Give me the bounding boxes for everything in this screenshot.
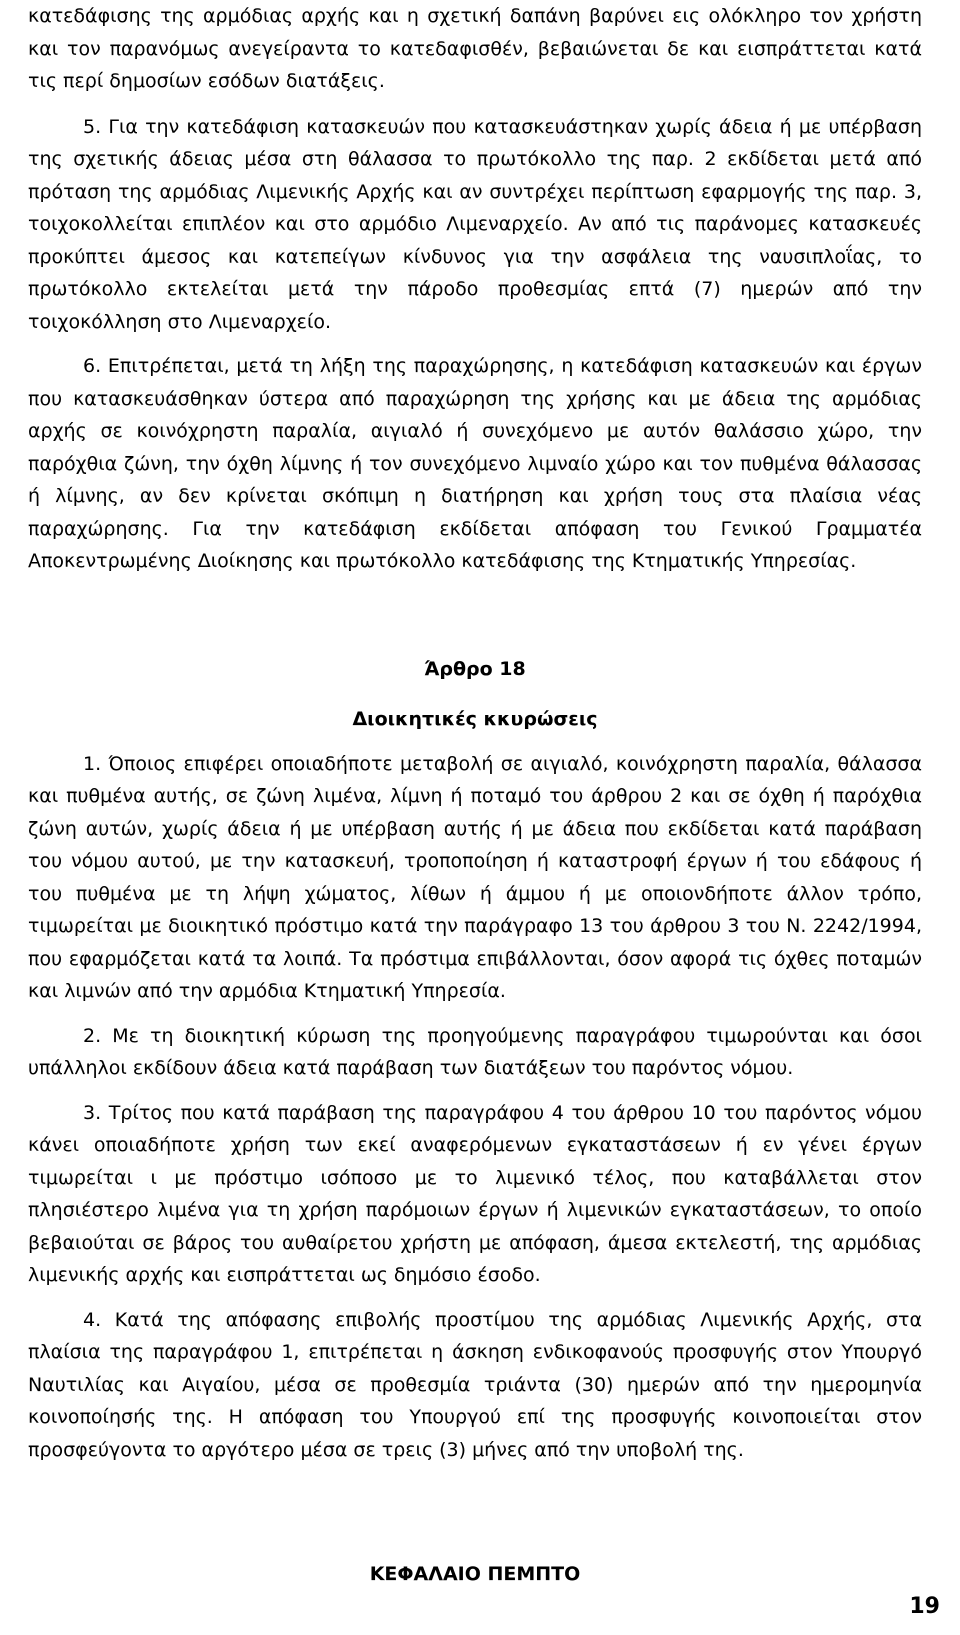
- article-paragraph-3: 3. Τρίτος που κατά παράβαση της παραγράφου 4 του άρθρου 10 του παρόντος νόμου κάνει οποιαδήποτε χρήση των εκεί αναφερόμενων εγκαταστάσεων ή εν γένει έργων τιμωρείται ι με πρόστιμο ισόποσο με το λιμενικό τέλος, που καταβάλλεται στον πλησιέστερο λιμένα για τη χρήση παρόμοιων έργων ή λιμενικών εγκαταστάσεων, το οποίο βεβαιούται σε βάρος του αυθαίρετου χρήστη με απόφαση, άμεσα εκτελεστή, της αρμόδιας λιμενικής αρχής και εισπράττεται ως δημόσιο έσοδο.: [28, 1101, 922, 1286]
- paragraph-continuation: κατεδάφισης της αρμόδιας αρχής και η σχετική δαπάνη βαρύνει εις ολόκληρο τον χρήστη και τον παρανόμως ανεγείραντα το κατεδαφισθέν, βεβαιώνεται δε και εισπράττεται κατά τις περί δημοσίων εσόδων διατάξεις.: [28, 5, 922, 92]
- article-title: Άρθρο 18: [424, 657, 526, 680]
- article-subtitle: Διοικητικές κκυρώσεις: [352, 707, 598, 730]
- paragraph-5: 5. Για την κατεδάφιση κατασκευών που κατασκευάστηκαν χωρίς άδεια ή με υπέρβαση της σχετικής άδειας μέσα στη θάλασσα το πρωτόκολλο της παρ. 2 εκδίδεται μετά από πρόταση της αρμόδιας Λιμενικής Αρχής και αν συντρέχει περίπτωση εφαρμογής της παρ. 3, τοιχοκολλείται επιπλέον και στο αρμόδιο Λιμεναρχείο. Αν από τις παράνομες κατασκευές προκύπτει άμεσος και κατεπείγων κίνδυνος για την ασφάλεια της ναυσιπλοΐας, το πρωτόκολλο εκτελείται μετά την πάροδο προθεσμίας επτά (7) ημερών από την τοιχοκόλληση στο Λιμεναρχείο.: [28, 115, 922, 333]
- chapter-title: ΚΕΦΑΛΑΙΟ ΠΕΜΠΤΟ: [369, 1563, 581, 1585]
- page-number: 19: [909, 1594, 940, 1619]
- article-paragraph-4: 4. Κατά της απόφασης επιβολής προστίμου της αρμόδιας Λιμενικής Αρχής, στα πλαίσια της παραγράφου 1, επιτρέπεται η άσκηση ενδικοφανούς προσφυγής στον Υπουργό Ναυτιλίας και Αιγαίου, μέσα σε προθεσμία τριάντα (30) ημερών από την ημερομηνία κοινοποίησής της. Η απόφαση του Υπουργού επί της προσφυγής κοινοποιείται στον προσφεύγοντα το αργότερο μέσα σε τρεις (3) μήνες από την υποβολή της.: [28, 1308, 922, 1461]
- document-page: [28, 0, 922, 1590]
- article-paragraph-2: 2. Με τη διοικητική κύρωση της προηγούμενης παραγράφου τιμωρούνται και όσοι υπάλληλοι εκδίδουν άδεια κατά παράβαση των διατάξεων του παρόντος νόμου.: [28, 1024, 922, 1079]
- article-paragraph-1: 1. Όποιος επιφέρει οποιαδήποτε μεταβολή σε αιγιαλό, κοινόχρηστη παραλία, θάλασσα και πυθμένα αυτής, σε ζώνη λιμένα, λίμνη ή ποταμό του άρθρου 2 και σε όχθη ή παρόχθια ζώνη αυτών, χωρίς άδεια ή με υπέρβαση αυτής ή με άδεια που εκδίδεται κατά παράβαση του νόμου αυτού, με την κατασκευή, τροποποίηση ή καταστροφή έργων ή του εδάφους ή του πυθμένα με τη λήψη χώματος, λίθων ή άμμου ή με οποιονδήποτε άλλον τρόπο, τιμωρείται με διοικητικό πρόστιμο κατά την παράγραφο 13 του άρθρου 3 του Ν. 2242/1994, που εφαρμόζεται κατά τα λοιπά. Τα πρόστιμα επιβάλλονται, όσον αφορά τις όχθες ποταμών και λιμνών από την αρμόδια Κτηματική Υπηρεσία.: [28, 752, 922, 1002]
- paragraph-6: 6. Επιτρέπεται, μετά τη λήξη της παραχώρησης, η κατεδάφιση κατασκευών και έργων που κατασκευάσθηκαν ύστερα από παραχώρηση της χρήσης και με άδεια της αρμόδιας αρχής σε κοινόχρηστη παραλία, αιγιαλό ή συνεχόμενο με αυτόν θαλάσσιο χώρο, την παρόχθια ζώνη, την όχθη λίμνης ή τον συνεχόμενο λιμναίο χώρο και τον πυθμένα θάλασσας ή λίμνης, αν δεν κρίνεται σκόπιμη η διατήρηση και χρήση τους στα πλαίσια νέας παραχώρησης. Για την κατεδάφιση εκδίδεται απόφαση του Γενικού Γραμματέα Αποκεντρωμένης Διοίκησης και πρωτόκολλο κατεδάφισης της Κτηματικής Υπηρεσίας.: [28, 355, 922, 572]
